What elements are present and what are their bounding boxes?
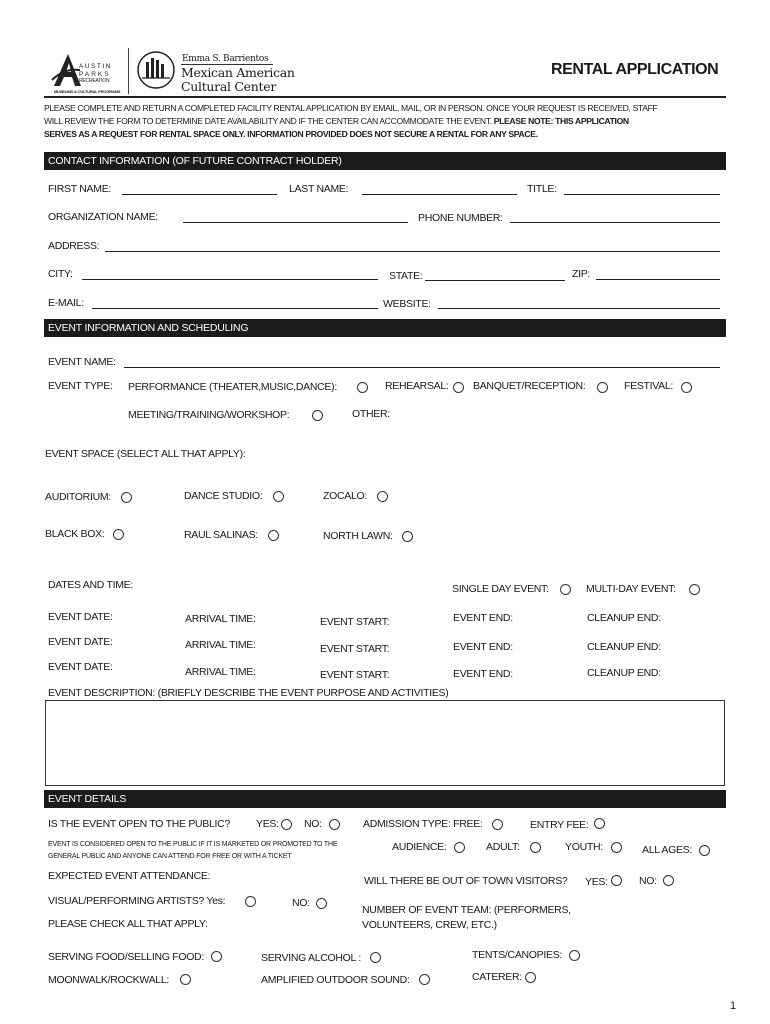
state-field[interactable] xyxy=(425,280,565,281)
zip-label: ZIP: xyxy=(572,268,591,280)
admission-free-radio[interactable] xyxy=(492,819,503,830)
open-public-yes-radio[interactable] xyxy=(281,819,292,830)
visual-artists-yes-radio[interactable] xyxy=(245,896,256,907)
row1-event-date[interactable]: EVENT DATE: xyxy=(48,611,113,623)
youth-label: YOUTH: xyxy=(565,841,603,853)
admission-type-label: ADMISSION TYPE: FREE: xyxy=(363,818,483,830)
caterer-label: CATERER: xyxy=(472,971,522,983)
dates-time-label: DATES AND TIME: xyxy=(48,579,133,591)
organization-label: ORGANIZATION NAME: xyxy=(48,211,158,223)
last-name-label: LAST NAME: xyxy=(289,183,349,195)
type-festival-radio[interactable] xyxy=(681,382,692,393)
serving-alcohol-label: SERVING ALCOHOL : xyxy=(261,952,361,964)
first-name-label: FIRST NAME: xyxy=(48,183,112,195)
page-number: 1 xyxy=(730,1000,736,1012)
city-label: CITY: xyxy=(48,268,73,280)
tents-label: TENTS/CANOPIES: xyxy=(472,949,563,961)
cultural-center-logo-icon xyxy=(136,50,176,90)
center-name-top: Emma S. Barrientos xyxy=(182,54,269,64)
type-rehearsal-radio[interactable] xyxy=(453,382,464,393)
space-zocalo-radio[interactable] xyxy=(377,491,388,502)
entry-fee-radio[interactable] xyxy=(594,818,605,829)
space-north-lawn-radio[interactable] xyxy=(402,531,413,542)
row3-cleanup-end[interactable]: CLEANUP END: xyxy=(587,667,661,679)
type-rehearsal-label: REHEARSAL: xyxy=(385,380,449,392)
type-banquet-label: BANQUET/RECEPTION: xyxy=(473,380,586,392)
type-other-label: OTHER: xyxy=(352,408,390,420)
event-name-field[interactable] xyxy=(124,367,720,368)
intro-line-1: PLEASE COMPLETE AND RETURN A COMPLETED FACILITY RENTAL APPLICATION BY EMAIL, MAIL, OR IN PERSON. ONCE YOUR REQUEST IS RECEIVED, STAFF xyxy=(44,103,658,113)
event-name-label: EVENT NAME: xyxy=(48,356,116,368)
row1-event-start[interactable]: EVENT START: xyxy=(320,616,390,628)
public-note-line1: EVENT IS CONSIDERED OPEN TO THE PUBLIC IF IT IS MARKETED OR PROMOTED TO THE xyxy=(48,841,338,848)
entry-fee-label: ENTRY FEE: xyxy=(530,819,589,831)
visual-artists-no-label: NO: xyxy=(292,897,310,909)
serving-food-radio[interactable] xyxy=(211,951,222,962)
row2-event-start[interactable]: EVENT START: xyxy=(320,643,390,655)
section-details-heading: EVENT DETAILS xyxy=(44,790,726,808)
out-of-town-label: WILL THERE BE OUT OF TOWN VISITORS? xyxy=(364,875,568,887)
amplified-sound-radio[interactable] xyxy=(419,974,430,985)
center-name-line2: Cultural Center xyxy=(181,79,276,94)
check-all-label: PLEASE CHECK ALL THAT APPLY: xyxy=(48,918,208,930)
email-field[interactable] xyxy=(92,308,378,309)
website-field[interactable] xyxy=(438,308,720,309)
logo-word-austin: AUSTIN xyxy=(79,63,112,70)
out-of-town-yes-label: YES: xyxy=(585,876,608,888)
public-note-line2: GENERAL PUBLIC AND ANYONE CAN ATTEND FOR FREE OR WITH A TICKET xyxy=(48,853,292,860)
type-performance-label: PERFORMANCE (THEATER,MUSIC,DANCE): xyxy=(128,381,337,393)
section-contact-heading: CONTACT INFORMATION (OF FUTURE CONTRACT HOLDER) xyxy=(44,152,726,170)
row3-event-start[interactable]: EVENT START: xyxy=(320,669,390,681)
open-public-no-label: NO: xyxy=(304,818,322,830)
zip-field[interactable] xyxy=(596,279,720,280)
amplified-sound-label: AMPLIFIED OUTDOOR SOUND: xyxy=(261,974,410,986)
logo-word-recreation: RECREATION xyxy=(79,78,110,84)
moonwalk-label: MOONWALK/ROCKWALL: xyxy=(48,974,170,986)
header-rule xyxy=(44,96,726,98)
type-festival-label: FESTIVAL: xyxy=(624,380,674,392)
space-dance-studio-radio[interactable] xyxy=(273,491,284,502)
row3-event-date[interactable]: EVENT DATE: xyxy=(48,661,113,673)
row1-cleanup-end[interactable]: CLEANUP END: xyxy=(587,612,661,624)
tents-radio[interactable] xyxy=(569,950,580,961)
address-field[interactable] xyxy=(105,251,720,252)
multi-day-radio[interactable] xyxy=(689,584,700,595)
intro-line-2 xyxy=(44,115,734,128)
intro-line-2b: PLEASE NOTE: THIS APPLICATION xyxy=(491,116,629,126)
serving-food-label: SERVING FOOD/SELLING FOOD: xyxy=(48,951,204,963)
serving-alcohol-radio[interactable] xyxy=(370,952,381,963)
email-label: E-MAIL: xyxy=(48,297,84,309)
out-of-town-no-label: NO: xyxy=(639,875,657,887)
event-team-label-2: VOLUNTEERS, CREW, ETC.) xyxy=(362,919,497,931)
title-label: TITLE: xyxy=(527,183,557,195)
space-raul-salinas-radio[interactable] xyxy=(268,530,279,541)
audience-label: AUDIENCE: xyxy=(392,841,447,853)
page-title: RENTAL APPLICATION xyxy=(551,61,719,78)
event-type-label: EVENT TYPE: xyxy=(48,380,113,392)
section-event-heading: EVENT INFORMATION AND SCHEDULING xyxy=(44,319,726,337)
event-description-box[interactable] xyxy=(45,700,725,786)
multi-day-label: MULTI-DAY EVENT: xyxy=(586,583,676,595)
event-space-label: EVENT SPACE (SELECT ALL THAT APPLY): xyxy=(45,448,246,460)
all-ages-label: ALL AGES: xyxy=(642,844,693,856)
phone-label: PHONE NUMBER: xyxy=(418,212,503,224)
logo-word-museums: MUSEUMS & CULTURAL PROGRAMS xyxy=(54,89,121,94)
last-name-field[interactable] xyxy=(362,194,517,195)
visual-artists-no-radio[interactable] xyxy=(316,898,327,909)
caterer-radio[interactable] xyxy=(525,972,536,983)
row3-arrival-time[interactable]: ARRIVAL TIME: xyxy=(185,666,256,678)
space-north-lawn-label: NORTH LAWN: xyxy=(323,530,393,542)
event-description-label: EVENT DESCRIPTION: (BRIEFLY DESCRIBE THE EVENT PURPOSE AND ACTIVITIES) xyxy=(48,687,449,699)
city-field[interactable] xyxy=(82,279,378,280)
single-day-radio[interactable] xyxy=(560,584,571,595)
row2-event-date[interactable]: EVENT DATE: xyxy=(48,636,113,648)
state-label: STATE: xyxy=(389,270,423,282)
adult-label: ADULT: xyxy=(486,841,520,853)
out-of-town-no-radio[interactable] xyxy=(663,875,674,886)
type-banquet-radio[interactable] xyxy=(597,382,608,393)
center-name-line1: Mexican American xyxy=(181,65,295,80)
logo-word-parks: PARKS xyxy=(79,71,111,78)
address-label: ADDRESS: xyxy=(48,240,100,252)
all-ages-radio[interactable] xyxy=(699,845,710,856)
type-performance-radio[interactable] xyxy=(357,382,368,393)
expected-attendance-label[interactable]: EXPECTED EVENT ATTENDANCE: xyxy=(48,870,211,882)
type-meeting-radio[interactable] xyxy=(312,410,323,421)
organization-field[interactable] xyxy=(183,222,408,223)
space-black-box-radio[interactable] xyxy=(113,529,124,540)
space-dance-studio-label: DANCE STUDIO: xyxy=(184,490,263,502)
youth-radio[interactable] xyxy=(611,842,622,853)
single-day-label: SINGLE DAY EVENT: xyxy=(452,583,549,595)
type-meeting-label: MEETING/TRAINING/WORKSHOP: xyxy=(128,409,290,421)
open-public-no-radio[interactable] xyxy=(329,819,340,830)
logo-divider xyxy=(128,48,129,94)
space-black-box-label: BLACK BOX: xyxy=(45,528,105,540)
intro-line-3 xyxy=(44,128,734,141)
space-zocalo-label: ZOCALO: xyxy=(323,490,367,502)
adult-radio[interactable] xyxy=(530,842,541,853)
first-name-field[interactable] xyxy=(122,194,277,195)
row1-event-end[interactable]: EVENT END: xyxy=(453,612,513,624)
row2-cleanup-end[interactable]: CLEANUP END: xyxy=(587,641,661,653)
open-public-label: IS THE EVENT OPEN TO THE PUBLIC? xyxy=(48,818,230,830)
intro-line-3-bold: SERVES AS A REQUEST FOR RENTAL SPACE ONLY. INFORMATION PROVIDED DOES NOT SECURE A RENTAL FOR ANY SPACE. xyxy=(44,129,538,139)
audience-radio[interactable] xyxy=(454,842,465,853)
row1-arrival-time[interactable]: ARRIVAL TIME: xyxy=(185,613,256,625)
intro-line-2a: WILL REVIEW THE FORM TO DETERMINE DATE AVAILABILITY AND IF THE CENTER CAN ACCOMMODATE THE EVENT. xyxy=(44,116,492,126)
space-raul-salinas-label: RAUL SALINAS: xyxy=(184,529,258,541)
row2-arrival-time[interactable]: ARRIVAL TIME: xyxy=(185,639,256,651)
space-auditorium-radio[interactable] xyxy=(121,492,132,503)
website-label: WEBSITE: xyxy=(383,298,431,310)
open-public-yes-label: YES: xyxy=(256,818,279,830)
intro-text xyxy=(44,102,734,141)
title-field[interactable] xyxy=(564,194,720,195)
event-team-label-1: NUMBER OF EVENT TEAM: (PERFORMERS, xyxy=(362,904,571,916)
moonwalk-radio[interactable] xyxy=(180,974,191,985)
row2-event-end[interactable]: EVENT END: xyxy=(453,641,513,653)
phone-field[interactable] xyxy=(510,222,720,223)
row3-event-end[interactable]: EVENT END: xyxy=(453,668,513,680)
out-of-town-yes-radio[interactable] xyxy=(611,875,622,886)
visual-artists-label: VISUAL/PERFORMING ARTISTS? Yes: xyxy=(48,895,226,907)
space-auditorium-label: AUDITORIUM: xyxy=(45,491,111,503)
austin-parks-logo xyxy=(50,50,130,96)
